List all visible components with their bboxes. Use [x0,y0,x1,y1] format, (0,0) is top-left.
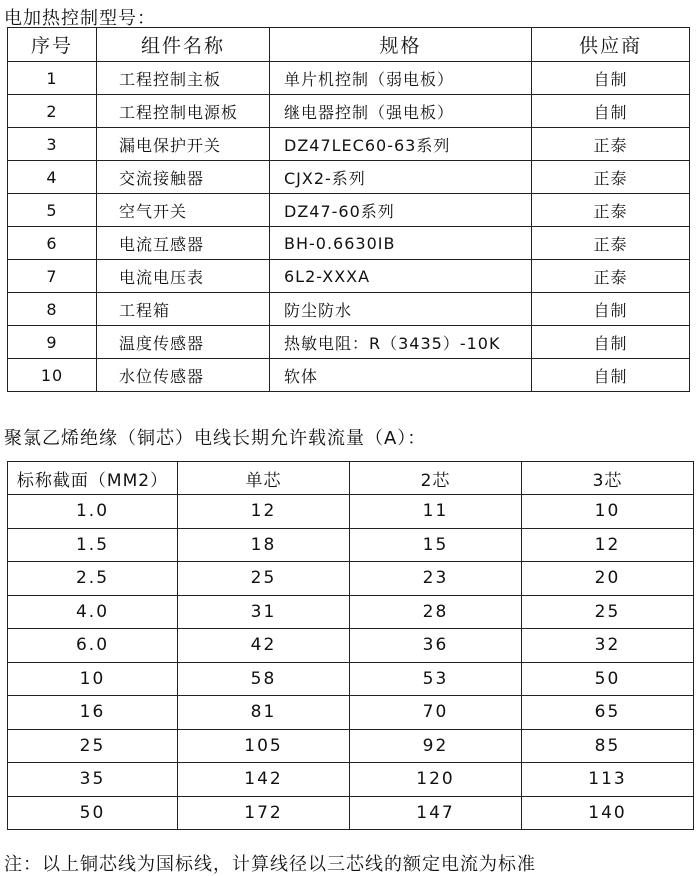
table-row [8,528,694,562]
table-cell: 113 [522,763,694,797]
table-cell: 工程控制主板 [97,62,270,95]
table-cell: 继电器控制（强电板） [270,95,532,128]
table-cell: 7 [8,260,97,293]
table-cell: 36 [350,629,522,663]
footnote: 注：以上铜芯线为国标线，计算线径以三芯线的额定电流为标准 [4,854,536,875]
table-cell: 自制 [532,62,690,95]
table-row [8,359,690,392]
table-cell: 10 [8,359,97,392]
table-cell: 6L2-XXXA [270,260,532,293]
table-row [8,562,694,596]
table-row [8,696,694,730]
table-cell: 18 [178,528,350,562]
table-cell: 1.5 [8,528,178,562]
table-cell: 自制 [532,326,690,359]
table-cell: 1 [8,62,97,95]
column-header-three-core: 3芯 [522,462,694,495]
table-cell: 15 [350,528,522,562]
table-cell: 25 [522,595,694,629]
table-row [8,326,690,359]
table-cell: 81 [178,696,350,730]
table-cell: 120 [350,763,522,797]
table-cell: 漏电保护开关 [97,128,270,161]
table-cell: 4 [8,161,97,194]
table-cell: 10 [8,662,178,696]
table-cell: 2 [8,95,97,128]
table-row [8,128,690,161]
table-row [8,62,690,95]
table-row [8,595,694,629]
table-cell: 16 [8,696,178,730]
table-cell: 4.0 [8,595,178,629]
table-cell: 6 [8,227,97,260]
column-header-single-core: 单芯 [178,462,350,495]
cable-ampacity-title: 聚氯乙烯绝缘（铜芯）电线长期允许载流量（A）： [4,428,427,449]
table-row [8,227,690,260]
table-row [8,796,694,830]
table-cell: 3 [8,128,97,161]
table-cell: 电流互感器 [97,227,270,260]
table-row [8,495,694,529]
table-header-row [8,462,694,495]
table-row [8,629,694,663]
column-header-index: 序号 [8,28,97,62]
table-cell: 9 [8,326,97,359]
table-cell: 10 [522,495,694,529]
table-cell: 正泰 [532,128,690,161]
table-cell: 20 [522,562,694,596]
table-cell: 25 [178,562,350,596]
table-cell: 交流接触器 [97,161,270,194]
table-cell: 12 [522,528,694,562]
table-cell: 2.5 [8,562,178,596]
column-header-cross-section: 标称截面（MM2） [8,462,178,495]
table-cell: 正泰 [532,227,690,260]
table-cell: 50 [522,662,694,696]
table-cell: 35 [8,763,178,797]
table-cell: 正泰 [532,161,690,194]
table-cell: BH-0.6630IB [270,227,532,260]
table-cell: 温度传感器 [97,326,270,359]
table-cell: 单片机控制（弱电板） [270,62,532,95]
table-cell: 172 [178,796,350,830]
column-header-specification: 规格 [270,28,532,62]
table-cell: 105 [178,729,350,763]
table-cell: 65 [522,696,694,730]
table-cell: 电流电压表 [97,260,270,293]
table-cell: 25 [8,729,178,763]
table-cell: 自制 [532,293,690,326]
table-cell: 140 [522,796,694,830]
table-cell: 6.0 [8,629,178,663]
table-row [8,729,694,763]
table-cell: 工程箱 [97,293,270,326]
table-cell: 热敏电阻：R（3435）-10K [270,326,532,359]
table-cell: DZ47LEC60-63系列 [270,128,532,161]
table-row [8,95,690,128]
table-row [8,293,690,326]
table-cell: 28 [350,595,522,629]
table-cell: 自制 [532,359,690,392]
column-header-supplier: 供应商 [532,28,690,62]
table-cell: 142 [178,763,350,797]
table-cell: 23 [350,562,522,596]
column-header-two-core: 2芯 [350,462,522,495]
table-cell: 空气开关 [97,194,270,227]
table-row [8,161,690,194]
table-cell: 32 [522,629,694,663]
heater-control-model-title: 电加热控制型号： [4,8,156,29]
table-cell: 85 [522,729,694,763]
table-cell: 8 [8,293,97,326]
table-cell: 50 [8,796,178,830]
table-cell: 工程控制电源板 [97,95,270,128]
table-cell: 防尘防水 [270,293,532,326]
table-row [8,194,690,227]
table-cell: DZ47-60系列 [270,194,532,227]
table-header-row [8,28,690,62]
table-cell: 11 [350,495,522,529]
table-cell: 70 [350,696,522,730]
table-row [8,260,690,293]
table-row [8,662,694,696]
heater-control-components-table [7,27,690,392]
table-cell: 软体 [270,359,532,392]
cable-ampacity-table [7,461,694,830]
table-cell: 58 [178,662,350,696]
table-cell: 自制 [532,95,690,128]
table-cell: 53 [350,662,522,696]
table-cell: 92 [350,729,522,763]
table-cell: 147 [350,796,522,830]
table-cell: 31 [178,595,350,629]
table-cell: 42 [178,629,350,663]
table-cell: 5 [8,194,97,227]
table-cell: CJX2-系列 [270,161,532,194]
table-cell: 正泰 [532,260,690,293]
table-cell: 水位传感器 [97,359,270,392]
table-cell: 12 [178,495,350,529]
table-row [8,763,694,797]
table-cell: 1.0 [8,495,178,529]
table-cell: 正泰 [532,194,690,227]
column-header-component-name: 组件名称 [97,28,270,62]
